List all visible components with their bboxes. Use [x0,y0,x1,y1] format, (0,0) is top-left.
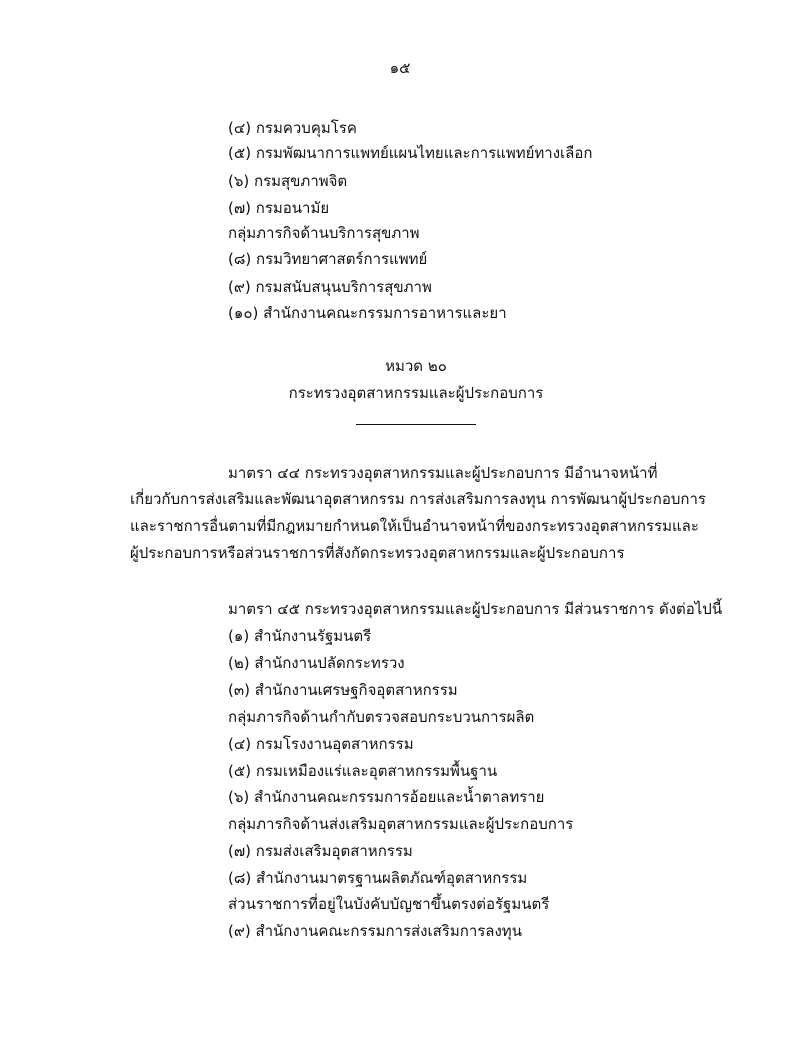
list-item: (๑) สำนักงานรัฐมนตรี [228,627,372,645]
list-item: (๒) สำนักงานปลัดกระทรวง [228,654,405,672]
section-44-line: และราชการอื่นตามที่มีกฎหมายกำหนดให้เป็นอำนาจหน้าที่ของกระทรวงอุตสาหกรรมและ [130,517,699,535]
page-number: ๑๕ [389,59,411,77]
section-44-line: ผู้ประกอบการหรือส่วนราชการที่สังกัดกระทรวงอุตสาหกรรมและผู้ประกอบการ [130,544,625,562]
group-heading: ส่วนราชการที่อยู่ในบังคับบัญชาขึ้นตรงต่อรัฐมนตรี [228,895,550,913]
list-item: (๔) กรมโรงงานอุตสาหกรรม [228,735,414,753]
list-item: (๓) สำนักงานเศรษฐกิจอุตสาหกรรม [228,681,458,699]
list-item: (๗) กรมส่งเสริมอุตสาหกรรม [228,842,413,860]
divider [356,424,476,425]
list-item: (๙) กรมสนับสนุนบริการสุขภาพ [228,278,432,296]
list-item: (๖) สำนักงานคณะกรรมการอ้อยและน้ำตาลทราย [228,788,545,806]
list-item: (๖) กรมสุขภาพจิต [228,172,348,190]
list-item: (๔) กรมควบคุมโรค [228,119,357,137]
group-heading: กลุ่มภารกิจด้านกำกับตรวจสอบกระบวนการผลิต [228,708,535,726]
list-item: (๕) กรมพัฒนาการแพทย์แผนไทยและการแพทย์ทางเลือก [228,144,593,162]
chapter-title: หมวด ๒๐ [385,357,447,375]
group-heading: กลุ่มภารกิจด้านบริการสุขภาพ [228,224,420,242]
section-44-line: มาตรา ๔๔ กระทรวงอุตสาหกรรมและผู้ประกอบการ มีอำนาจหน้าที่ [228,464,658,482]
group-heading: กลุ่มภารกิจด้านส่งเสริมอุตสาหกรรมและผู้ประกอบการ [228,815,574,833]
list-item: (๘) กรมวิทยาศาสตร์การแพทย์ [228,250,428,268]
chapter-subtitle: กระทรวงอุตสาหกรรมและผู้ประกอบการ [288,384,544,402]
list-item: (๑๐) สำนักงานคณะกรรมการอาหารและยา [228,304,507,322]
section-45-intro: มาตรา ๔๕ กระทรวงอุตสาหกรรมและผู้ประกอบการ มีส่วนราชการ ดังต่อไปนี้ [228,600,723,618]
section-44-line: เกี่ยวกับการส่งเสริมและพัฒนาอุตสาหกรรม การส่งเสริมการลงทุน การพัฒนาผู้ประกอบการ [130,490,706,508]
list-item: (๘) สำนักงานมาตรฐานผลิตภัณฑ์อุตสาหกรรม [228,869,528,887]
list-item: (๗) กรมอนามัย [228,199,330,217]
list-item: (๕) กรมเหมืองแร่และอุตสาหกรรมพื้นฐาน [228,762,498,780]
list-item: (๙) สำนักงานคณะกรรมการส่งเสริมการลงทุน [228,922,522,940]
